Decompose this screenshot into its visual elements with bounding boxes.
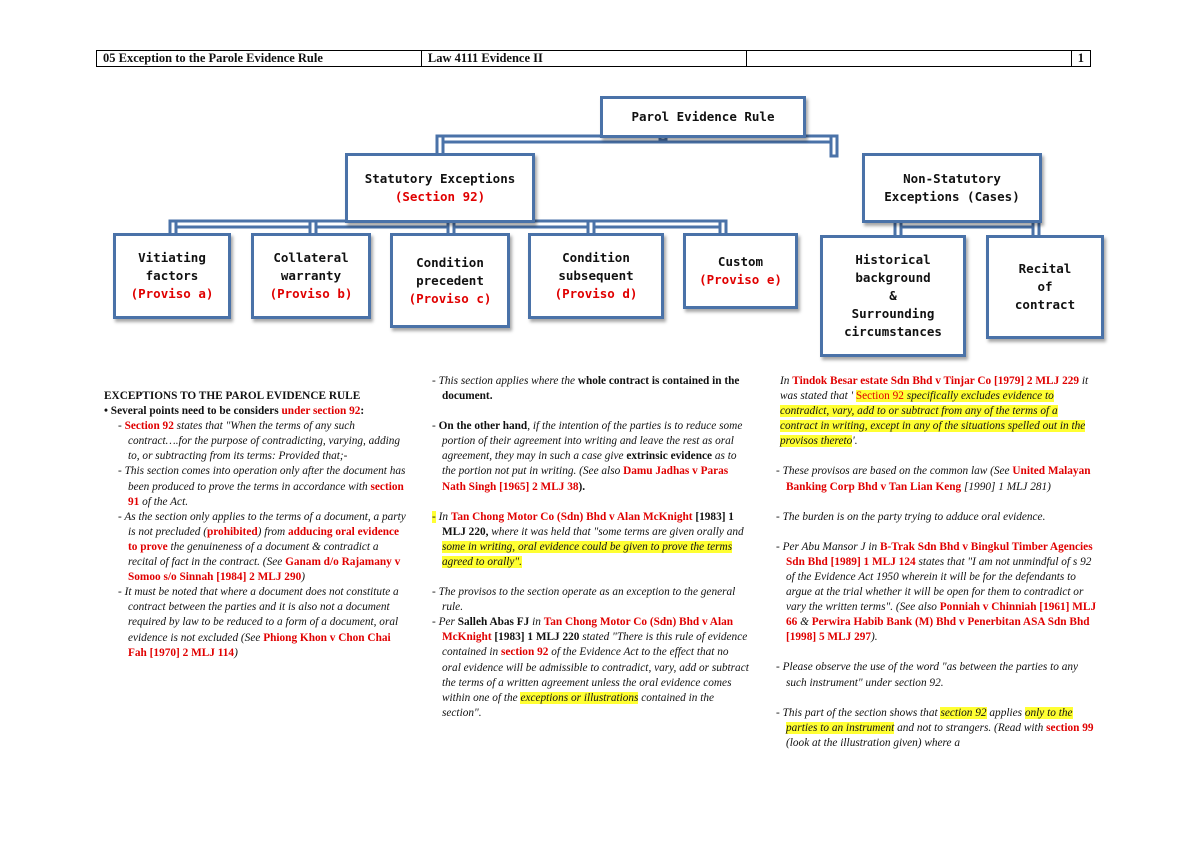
vitiating-box (113, 233, 231, 319)
item-text: ). (578, 480, 586, 493)
case-citation: Tan Chong Motor Co (Sdn) Bhd v Alan McKnight (450, 510, 693, 523)
custom-box (683, 233, 798, 309)
item-text: The burden is on the party trying to adduce oral evidence. (782, 510, 1046, 523)
item-text: (look at the illustration given) where a (786, 736, 961, 749)
list-item: - It must be noted that where a document does not constitute a contract between the parties and it is also not a document required by law to be reduced to a form of a document, oral evidence is not excluded (See Phiong Khon v Chon Chai Fah [1970] 2 MLJ 114) (118, 586, 399, 659)
item-text: Per Abu Mansor J in (782, 540, 880, 553)
list-item: - This section applies where the whole contract is contained in the document. (432, 375, 740, 403)
section-ref: section 99 (1046, 721, 1094, 734)
root-label: Parol Evidence Rule (631, 109, 775, 124)
emphasis: adducing oral evidence to prove (128, 525, 400, 553)
item-text: ) from (257, 525, 288, 538)
collateral-line2: warranty (280, 268, 342, 283)
list-item: - On the other hand, if the intention of the parties is to reduce some portion of their agreement into writing and leave the rest as oral agreement, they may in such a case give extrinsic evidence as to the portion not put in writing. (See also Damu Jadhas v Paras Nath Singh [1965] 2 MLJ 38). (432, 420, 743, 493)
case-citation: United Malayan Banking Corp Bhd v Tan Lian Keng (786, 465, 1091, 493)
highlighted-text: specifically excludes evidence to contradict, vary, add to or subtract from any of the terms of a contract in writing, except in any of the situations spelled out in the provisos thereto (780, 390, 1086, 448)
case-citation: Perwira Habib Bank (M) Bhd v Penerbitan ASA Sdn Bhd [1998] 5 MLJ 297 (786, 616, 1090, 644)
highlighted-text: some in writing, oral evidence could be given to prove the terms agreed to orally". (442, 540, 733, 568)
emphasis: On the other hand (438, 420, 528, 433)
column-right (776, 374, 1098, 751)
header-title: 05 Exception to the Parole Evidence Rule (97, 51, 422, 66)
column-middle (432, 374, 750, 721)
header-page-number: 1 (1077, 51, 1085, 65)
historical-line3: & (889, 288, 897, 303)
list-item: - Section 92 states that "When the terms of any such contract….for the purpose of contradicting, varying, adding to, or subtracting from its terms: Provided that;- (118, 420, 401, 463)
item-text: states that "I am not unmindful of s 92 of the Evidence Act 1950 wherein it will be for the defendants to argue at the trial whether it will be open for them to contradict or vary the written terms". (See also (786, 555, 1092, 614)
item-text: of the Evidence Act to the effect that no oral evidence will be admissible to contradict, vary, add or subtract the terms of a written agreement unless the oral evidence comes within one of the (442, 646, 749, 704)
item-text: [1990] 1 MLJ 281) (961, 480, 1051, 493)
item-text: In (438, 510, 451, 523)
item-text: & (797, 616, 812, 629)
vitiating-line2: factors (145, 268, 199, 283)
recital-box (986, 235, 1104, 339)
list-item: - This section comes into operation only after the document has been produced to prove the terms in accordance with section 91 of the Act. (118, 465, 406, 508)
case-citation: Phiong Khon v Chon Chai Fah [1970] 2 MLJ 114 (128, 631, 391, 659)
historical-line1: Historical (855, 252, 931, 267)
section-ref: section 91 (128, 480, 404, 508)
item-text: it was stated that ' (780, 375, 1089, 403)
item-text: These provisos are based on the common law (See (782, 465, 1013, 478)
subsequent-proviso: (Proviso d) (554, 286, 638, 301)
historical-line5: circumstances (844, 324, 942, 339)
item-text: ) (301, 571, 306, 584)
section-heading: EXCEPTIONS TO THE PAROL EVIDENCE RULE (104, 390, 361, 402)
item-text: where it was held that "some terms are given orally and (488, 525, 744, 538)
highlighted-section-ref: section 92 (940, 706, 987, 719)
item-text: the genuineness of a document & contradict a recital of fact in the contract. (See (128, 540, 379, 569)
citation: [1983] 1 MLJ 220, (442, 510, 734, 538)
emphasis: prohibited (206, 525, 258, 538)
column-left (104, 389, 409, 661)
list-item: - The provisos to the section operate as an exception to the general rule. (432, 586, 736, 614)
item-text: of the Act. (139, 495, 189, 508)
nonstatutory-line1: Non-Statutory (903, 171, 1001, 186)
vitiating-line1: Vitiating (138, 250, 206, 265)
collateral-box (251, 233, 371, 319)
statutory-label: Statutory Exceptions (364, 171, 516, 186)
item-text: applies (986, 706, 1025, 719)
item-text: states that "When the terms of any such contract….for the purpose of contradicting, varying, adding to, or subtracting from its terms: Provided that;- (128, 420, 401, 463)
case-citation: B-Trak Sdn Bhd v Bingkul Timber Agencies Sdn Bhd [1989] 1 MLJ 124 (786, 540, 1093, 568)
citation: [1983] 1 MLJ 220 (491, 631, 580, 644)
connector-root-right (831, 136, 837, 156)
historical-line4: Surrounding (851, 306, 935, 321)
item-text: stated "There is this rule of evidence contained in (442, 631, 748, 659)
historical-line2: background (855, 270, 931, 285)
bullet-text: Several points need to be considers (110, 405, 282, 418)
list-item: - As the section only applies to the terms of a document, a party is not precluded (prohibited) from adducing oral evidence to prove the genuineness of a document & contradict a recital of fact in the contract. (See Ganam d/o Rajamany v Somoo s/o Sinnah [1984] 2 MLJ 290) (118, 510, 406, 584)
nonstatutory-box (862, 153, 1042, 223)
precedent-proviso: (Proviso c) (408, 290, 492, 306)
item-text: Please observe the use of the word "as between the parties to any such instrument" under section 92. (782, 661, 1079, 689)
section-ref: Section 92 (855, 390, 904, 403)
item-text: contained in the section". (442, 691, 715, 719)
item-text: This section applies where the (438, 375, 578, 387)
bullet-item: • Several points need to be considers under section 92: (104, 405, 365, 418)
section-ref: section 92 (500, 646, 549, 659)
case-citation: Ponniah v Chinniah [1961] MLJ 66 (786, 601, 1097, 629)
recital-line1: Recital (1018, 261, 1072, 276)
recital-line2: of (1037, 279, 1053, 294)
subsequent-line1: Condition (562, 250, 630, 265)
emphasis: extrinsic evidence (626, 450, 713, 463)
subsequent-line2: subsequent (558, 268, 634, 283)
root-box (600, 96, 806, 138)
list-item: - Per Abu Mansor J in B-Trak Sdn Bhd v Bingkul Timber Agencies Sdn Bhd [1989] 1 MLJ 124 states that "I am not unmindful of s 92 of the Evidence Act 1950 wherein it will be for the defendants to argue at the trial whether it will be open for them to contradict or vary the written terms". (See also Ponniah v Chinniah [1961] MLJ 66 & Perwira Habib Bank (M) Bhd v Penerbitan ASA Sdn Bhd [1998] 5 MLJ 297). (776, 540, 1097, 644)
item-text: and not to strangers. (Read with (894, 721, 1047, 734)
item-text: ). (871, 631, 878, 644)
item-text: in (529, 616, 544, 629)
custom-proviso: (Proviso e) (699, 272, 782, 287)
list-item: - The burden is on the party trying to adduce oral evidence. (776, 510, 1046, 523)
recital-line3: contract (1014, 297, 1076, 312)
item-text: This section comes into operation only after the document has been produced to prove the terms in accordance with (124, 465, 406, 493)
item-text: In (780, 375, 793, 387)
statutory-box (345, 153, 535, 223)
collateral-proviso: (Proviso b) (269, 286, 353, 301)
item-text: as to the portion not put in writing. (See also (442, 450, 737, 478)
historical-box (820, 235, 966, 357)
precedent-line1: Condition (416, 254, 484, 270)
section-ref: Section 92 (124, 420, 174, 433)
bullet-colon: : (360, 405, 365, 418)
case-citation: Ganam d/o Rajamany v Somoo s/o Sinnah [1984] 2 MLJ 290 (128, 556, 401, 584)
list-item (776, 374, 1098, 449)
precedent-box (390, 233, 510, 328)
highlighted-text: only to the parties to an instrument (786, 706, 1073, 734)
judge-name: Salleh Abas FJ (457, 616, 530, 629)
case-citation: Tindok Besar estate Sdn Bhd v Tinjar Co [1979] 2 MLJ 229 (792, 375, 1080, 387)
nonstatutory-line2: Exceptions (Cases) (884, 189, 1020, 204)
collateral-line1: Collateral (273, 250, 349, 265)
item-text: , if the intention of the parties is to reduce some portion of their agreement into writing and leave the rest as oral agreement, they may in such a case give (442, 420, 743, 463)
bullet-section-ref: under section 92 (281, 405, 361, 418)
custom-line1: Custom (717, 254, 764, 269)
emphasis: whole contract is contained in the document. (442, 375, 740, 403)
subsequent-box (528, 233, 664, 319)
item-text: As the section only applies to the terms of a document, a party is not precluded ( (124, 510, 406, 538)
item-text: This part of the section shows that (782, 706, 941, 719)
list-item: - In Tan Chong Motor Co (Sdn) Bhd v Alan McKnight [1983] 1 MLJ 220, where it was held that "some terms are given orally and some in writing, oral evidence could be given to prove the terms agreed to orally". (432, 510, 744, 568)
item-text: It must be noted that where a document does not constitute a contract between the parties and it is also not a document required by law to be reduced to a form of a document, oral evidence is not excluded (See (124, 586, 399, 644)
case-citation: Damu Jadhas v Paras Nath Singh [1965] 2 MLJ 38 (442, 465, 729, 493)
item-text: '. (852, 435, 858, 448)
item-text: The provisos to the section operate as an exception to the general rule. (438, 586, 736, 614)
list-item: - These provisos are based on the common law (See United Malayan Banking Corp Bhd v Tan Lian Keng [1990] 1 MLJ 281) (776, 465, 1091, 493)
list-item: - Per Salleh Abas FJ in Tan Chong Motor Co (Sdn) Bhd v Alan McKnight [1983] 1 MLJ 220 stated "There is this rule of evidence contained in section 92 of the Evidence Act to the effect that no oral evidence will be admissible to contradict, vary, add or subtract the terms of a written agreement unless the oral evidence comes within one of the exceptions or illustrations contained in the section". (432, 616, 749, 719)
list-item: - This part of the section shows that section 92 applies only to the parties to an instrument and not to strangers. (Read with section 99 (look at the illustration given) where a (776, 706, 1094, 749)
header-course: Law 4111 Evidence II (422, 51, 747, 66)
item-text: Per (438, 616, 458, 629)
item-text: ) (234, 646, 238, 659)
precedent-line2: precedent (416, 272, 484, 288)
statutory-section: (Section 92) (394, 189, 486, 204)
highlighted-text: exceptions or illustrations (520, 691, 639, 704)
case-citation: Tan Chong Motor Co (Sdn) Bhd v Alan McKnight (442, 616, 734, 644)
vitiating-proviso: (Proviso a) (130, 286, 214, 301)
list-item: - Please observe the use of the word "as between the parties to any such instrument" under section 92. (776, 661, 1079, 689)
